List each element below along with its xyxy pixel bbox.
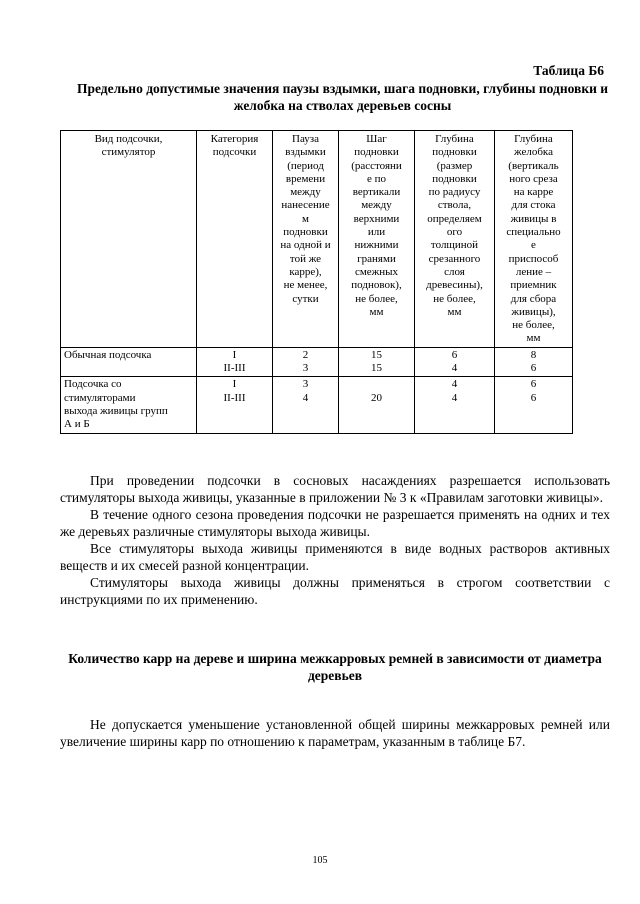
- row-category: I II-III: [197, 377, 273, 433]
- paragraph: В течение одного сезона проведения подсочки не разрешается применять на одних и тех же деревьях различные стимуляторы выхода живицы.: [60, 507, 610, 539]
- paragraph: Не допускается уменьшение установленной общей ширины межкарровых ремней или увеличение ширины карр по отношению к параметрам, указанным в таблице Б7.: [60, 717, 610, 749]
- table-label: Таблица Б6: [533, 63, 604, 78]
- section-body: [60, 716, 610, 750]
- table-row: [61, 377, 573, 433]
- paragraph: Все стимуляторы выхода живицы применяются в виде водных растворов активных веществ и их смесей разной концентрации.: [60, 541, 610, 573]
- row-pause: 2 3: [273, 347, 339, 377]
- row-step: 15 15: [339, 347, 415, 377]
- row-depth: 6 4: [415, 347, 495, 377]
- row-type: Подсочка со стимуляторами выхода живицы групп А и Б: [61, 377, 197, 433]
- paragraph: При проведении подсочки в сосновых насаждениях разрешается использовать стимуляторы выхода живицы, указанные в приложении № 3 к «Правилам заготовки живицы».: [60, 473, 610, 505]
- header-category: Категория подсочки: [197, 131, 273, 348]
- paragraph: Стимуляторы выхода живицы должны применяться в строгом соответствии с инструкциями по их применению.: [60, 575, 610, 607]
- header-step: Шаг подновки (расстояни е по вертикали между верхними или нижними гранями смежных подновок), не более, мм: [339, 131, 415, 348]
- section-title: Количество карр на дереве и ширина межкарровых ремней в зависимости от диаметра деревьев: [68, 651, 602, 683]
- limits-table: [60, 130, 573, 434]
- header-depth: Глубина подновки (размер подновки по радиусу ствола, определяем ого толщиной срезанного слоя древесины), не более, мм: [415, 131, 495, 348]
- row-groove: 6 6: [495, 377, 573, 433]
- row-step: 20: [339, 377, 415, 433]
- table-title: Предельно допустимые значения паузы вздымки, шага подновки, глубины подновки и желобка на стволах деревьев сосны: [76, 81, 609, 113]
- table-row: [61, 347, 573, 377]
- row-category: I II-III: [197, 347, 273, 377]
- row-groove: 8 6: [495, 347, 573, 377]
- row-pause: 3 4: [273, 377, 339, 433]
- header-groove: Глубина желобка (вертикаль ного среза на карре для стока живицы в специально е приспособ ление – приемник для сбора живицы), не более, мм: [495, 131, 573, 348]
- page-number: 105: [312, 855, 328, 866]
- header-pause: Пауза вздымки (период времени между нанесение м подновки на одной и той же карре), не менее, сутки: [273, 131, 339, 348]
- body-paragraphs: [60, 472, 610, 608]
- table-header-row: [61, 131, 573, 348]
- row-type: Обычная подсочка: [61, 347, 197, 377]
- row-depth: 4 4: [415, 377, 495, 433]
- header-type: Вид подсочки, стимулятор: [61, 131, 197, 348]
